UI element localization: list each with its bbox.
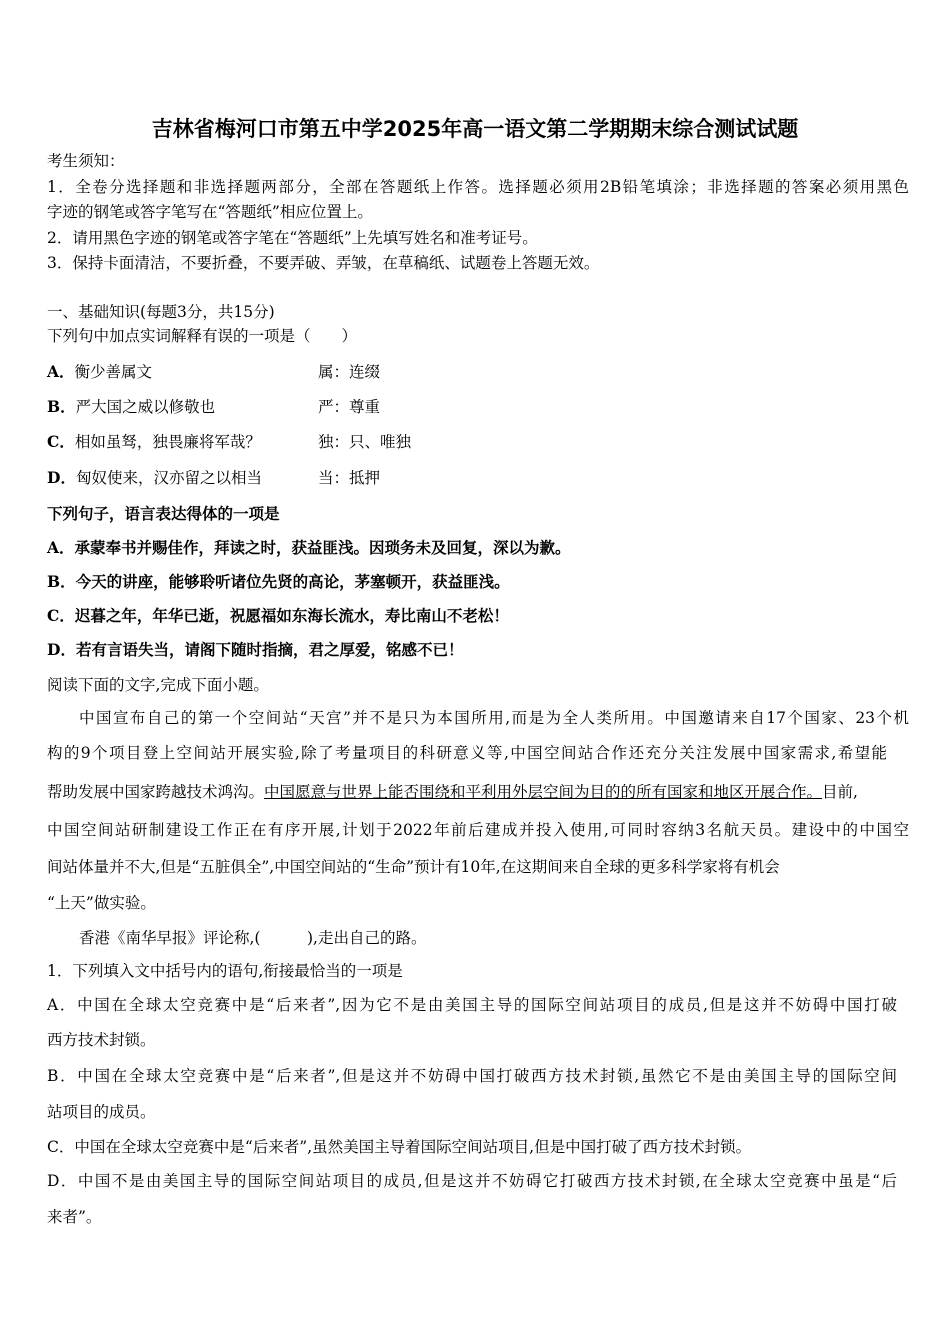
option-a: [47, 362, 447, 382]
option-answer: 当：抵押: [318, 469, 381, 487]
option-a-cont: 西方技术封锁。: [47, 1031, 156, 1049]
option-label: B．: [47, 397, 76, 416]
option-label: D．: [47, 468, 76, 487]
paragraph-line: 中国空间站研制建设工作正在有序开展,计划于2022年前后建成并投入使用,可同时容纳3名航天员。建设中的中国空: [47, 821, 909, 839]
option-label: C．: [47, 432, 75, 451]
option-label: A．: [47, 362, 75, 381]
option-d: [47, 468, 447, 488]
notice-item: 3．保持卡面清洁，不要折叠，不要弄破、弄皱，在草稿纸、试题卷上答题无效。: [47, 254, 600, 272]
question-stem: 下列句子，语言表达得体的一项是: [47, 504, 280, 523]
option-d: D．若有言语失当，请阁下随时指摘，君之厚爱，铭感不已！: [47, 640, 464, 659]
option-text: 衡少善属文: [74, 363, 153, 381]
paragraph-line: 中国宣布自己的第一个空间站“天宫”并不是只为本国所用,而是为全人类所用。中国邀请来自17个国家、23个机: [79, 709, 909, 727]
option-c: C．迟暮之年，年华已逝，祝愿福如东海长流水，寿比南山不老松！: [47, 606, 509, 625]
question-stem: 1．下列填入文中括号内的语句,衔接最恰当的一项是: [47, 962, 403, 980]
notice-item: 1．全卷分选择题和非选择题两部分，全部在答题纸上作答。选择题必须用2B铅笔填涂；非选择题的答案必须用黑色: [47, 178, 909, 196]
paragraph-line: 帮助发展中国家跨越技术鸿沟。中国愿意与世界上能否围绕和平利用外层空间为目的的所有国家和地区开展合作。目前,: [47, 783, 858, 801]
page-title: 吉林省梅河口市第五中学2025年高一语文第二学期期末综合测试试题: [151, 117, 799, 141]
option-answer: 独：只、唯独: [318, 433, 412, 451]
paragraph-line: 间站体量并不大,但是“五脏俱全”,中国空间站的“生命”预计有10年,在这期间来自全球的更多科学家将有机会: [47, 858, 780, 876]
question-stem: 下列句中加点实词解释有误的一项是（ ）: [47, 327, 358, 345]
option-c: [47, 432, 447, 452]
option-b-cont: 站项目的成员。: [47, 1103, 156, 1121]
option-c: C．中国在全球太空竞赛中是“后来者”,虽然美国主导着国际空间站项目,但是中国打破了西方技术封锁。: [47, 1138, 752, 1156]
underlined-sentence: 中国愿意与世界上能否围绕和平利用外层空间为目的的所有国家和地区开展合作。: [264, 783, 823, 801]
notice-item: 字迹的钢笔或答字笔写在“答题纸”相应位置上。: [47, 203, 373, 221]
option-d-cont: 来者”。: [47, 1208, 102, 1226]
option-text: 相如虽驽，独畏廉将军哉？: [74, 433, 261, 451]
option-a: A．承蒙奉书并赐佳作，拜读之时，获益匪浅。因琐务未及回复，深以为歉。: [47, 538, 571, 557]
reading-intro: 阅读下面的文字,完成下面小题。: [47, 676, 269, 694]
paragraph-line: 香港《南华早报》评论称,( ),走出自己的路。: [79, 929, 427, 947]
option-d: D．中国不是由美国主导的国际空间站项目的成员,但是这并不妨碍它打破西方技术封锁,在全球太空竞赛中虽是“后: [47, 1172, 897, 1190]
paragraph-line: “上天”做实验。: [47, 894, 156, 912]
option-b: [47, 397, 447, 417]
option-text: 严大国之威以修敬也: [75, 398, 216, 416]
notice-heading: 考生须知：: [47, 152, 125, 170]
section-heading: 一、基础知识(每题3分，共15分): [47, 303, 275, 321]
option-text: 匈奴使来，汉亦留之以相当: [75, 469, 262, 487]
option-a: A．中国在全球太空竞赛中是“后来者”,因为它不是由美国主导的国际空间站项目的成员,但是这并不妨碍中国打破: [47, 996, 897, 1014]
option-b: B．中国在全球太空竞赛中是“后来者”,但是这并不妨碍中国打破西方技术封锁,虽然它不是由美国主导的国际空间: [47, 1067, 897, 1085]
paragraph-line: 构的9个项目登上空间站开展实验,除了考量项目的科研意义等,中国空间站合作还充分关注发展中国家需求,希望能: [47, 744, 887, 762]
option-answer: 严：尊重: [318, 398, 381, 416]
option-answer: 属：连缀: [318, 363, 381, 381]
notice-item: 2．请用黑色字迹的钢笔或答字笔在“答题纸”上先填写姓名和准考证号。: [47, 229, 538, 247]
option-b: B．今天的讲座，能够聆听诸位先贤的高论，茅塞顿开，获益匪浅。: [47, 572, 510, 591]
